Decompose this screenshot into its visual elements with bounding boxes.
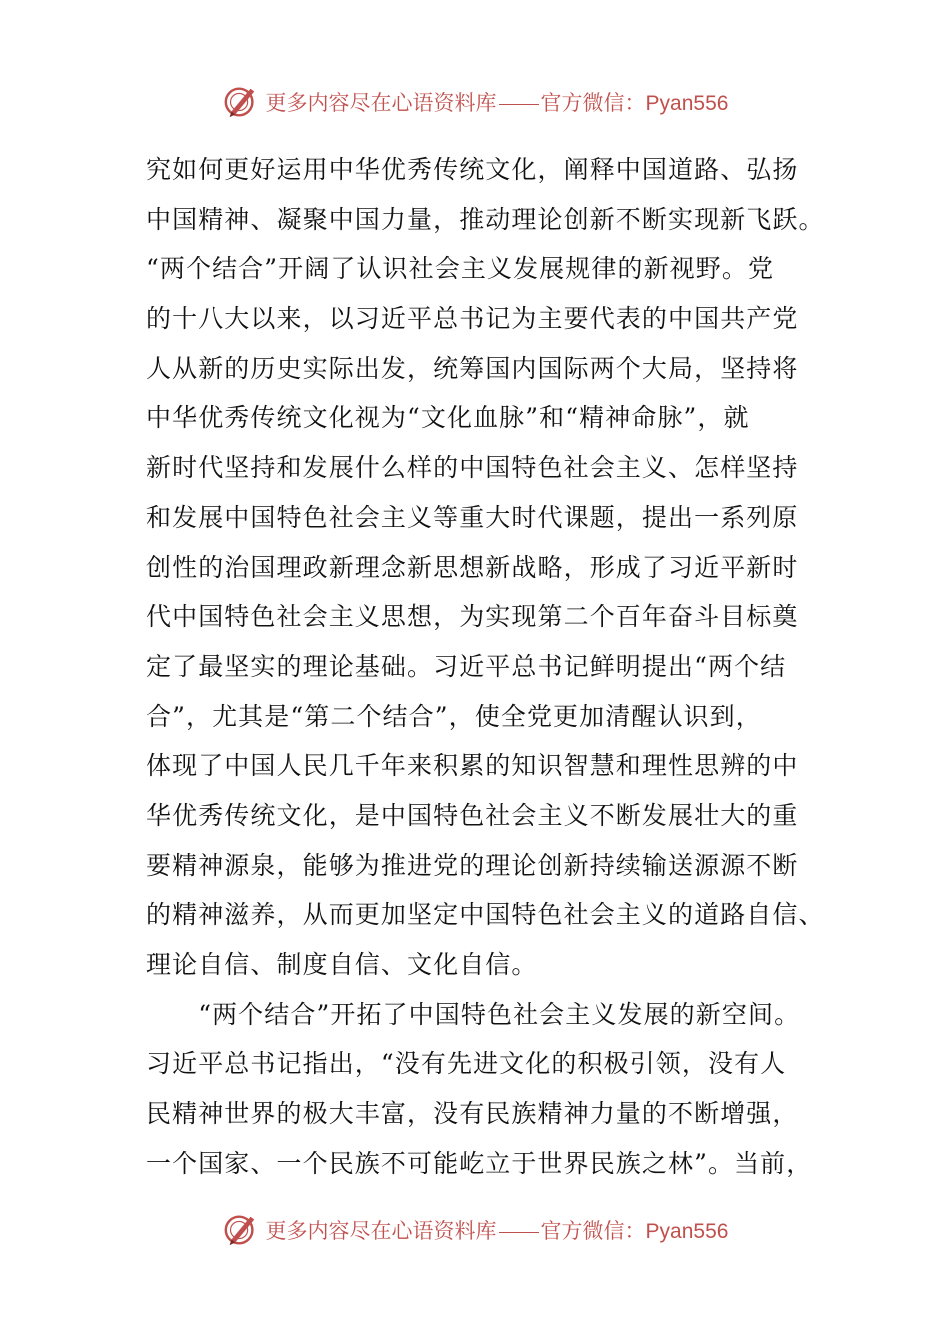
- text-line: “两个结合”开阔了认识社会主义发展规律的新视野。党: [146, 254, 775, 284]
- text-line: 合”，尤其是“第二个结合”，使全党更加清醒认识到，: [146, 701, 762, 731]
- text-line: 和发展中国特色社会主义等重大时代课题，提出一系列原: [146, 502, 799, 532]
- banner-middle: 官方微信：: [540, 1219, 646, 1243]
- header-banner: [0, 82, 950, 122]
- banner-dash: [499, 104, 539, 105]
- text-line: 究如何更好运用中华优秀传统文化，阐释中国道路、弘扬: [146, 155, 799, 184]
- banner-prefix: 更多内容尽在心语资料库: [265, 91, 497, 115]
- banner-code: Pyan556: [645, 1220, 729, 1243]
- pen-logo-icon: [222, 83, 260, 121]
- text-line: 中国精神、凝聚中国力量，推动理论创新不断实现新飞跃。: [146, 204, 825, 234]
- banner-text: [266, 1215, 729, 1245]
- text-line: 一个国家、一个民族不可能屹立于世界民族之林”。当前，: [146, 1148, 813, 1178]
- banner-code: Pyan556: [645, 92, 729, 115]
- banner-middle: 官方微信：: [540, 91, 646, 115]
- banner-prefix: 更多内容尽在心语资料库: [265, 1219, 497, 1243]
- text-line: 体现了中国人民几千年来积累的知识智慧和理性思辨的中: [146, 751, 799, 781]
- text-line: 定了最坚实的理论基础。习近平总书记鲜明提出“两个结: [146, 651, 787, 681]
- text-line: 代中国特色社会主义思想，为实现第二个百年奋斗目标奠: [146, 602, 799, 632]
- text-line: 民精神世界的极大丰富，没有民族精神力量的不断增强，: [146, 1099, 799, 1129]
- pen-logo-icon: [222, 1211, 260, 1249]
- text-line: “两个结合”开拓了中国特色社会主义发展的新空间。: [146, 999, 801, 1029]
- text-line: 创性的治国理政新理念新思想新战略，形成了习近平新时: [146, 552, 799, 582]
- text-line: 的精神滋养，从而更加坚定中国特色社会主义的道路自信、: [146, 900, 825, 930]
- banner-dash: [499, 1232, 539, 1233]
- text-line: 的十八大以来，以习近平总书记为主要代表的中国共产党: [146, 304, 799, 334]
- text-line: 要精神源泉，能够为推进党的理论创新持续输送源源不断: [146, 850, 799, 880]
- text-line: 新时代坚持和发展什么样的中国特色社会主义、怎样坚持: [146, 453, 799, 483]
- document-body: [146, 145, 825, 1188]
- text-line: 中华优秀传统文化视为“文化血脉”和“精神命脉”，就: [146, 403, 750, 433]
- text-line: 人从新的历史实际出发，统筹国内国际两个大局，坚持将: [146, 353, 799, 383]
- text-line: 习近平总书记指出，“没有先进文化的积极引领，没有人: [146, 1049, 787, 1079]
- banner-text: [266, 87, 729, 117]
- text-line: 华优秀传统文化，是中国特色社会主义不断发展壮大的重: [146, 800, 799, 830]
- footer-banner: [0, 1210, 950, 1250]
- text-line: 理论自信、制度自信、文化自信。: [146, 950, 538, 979]
